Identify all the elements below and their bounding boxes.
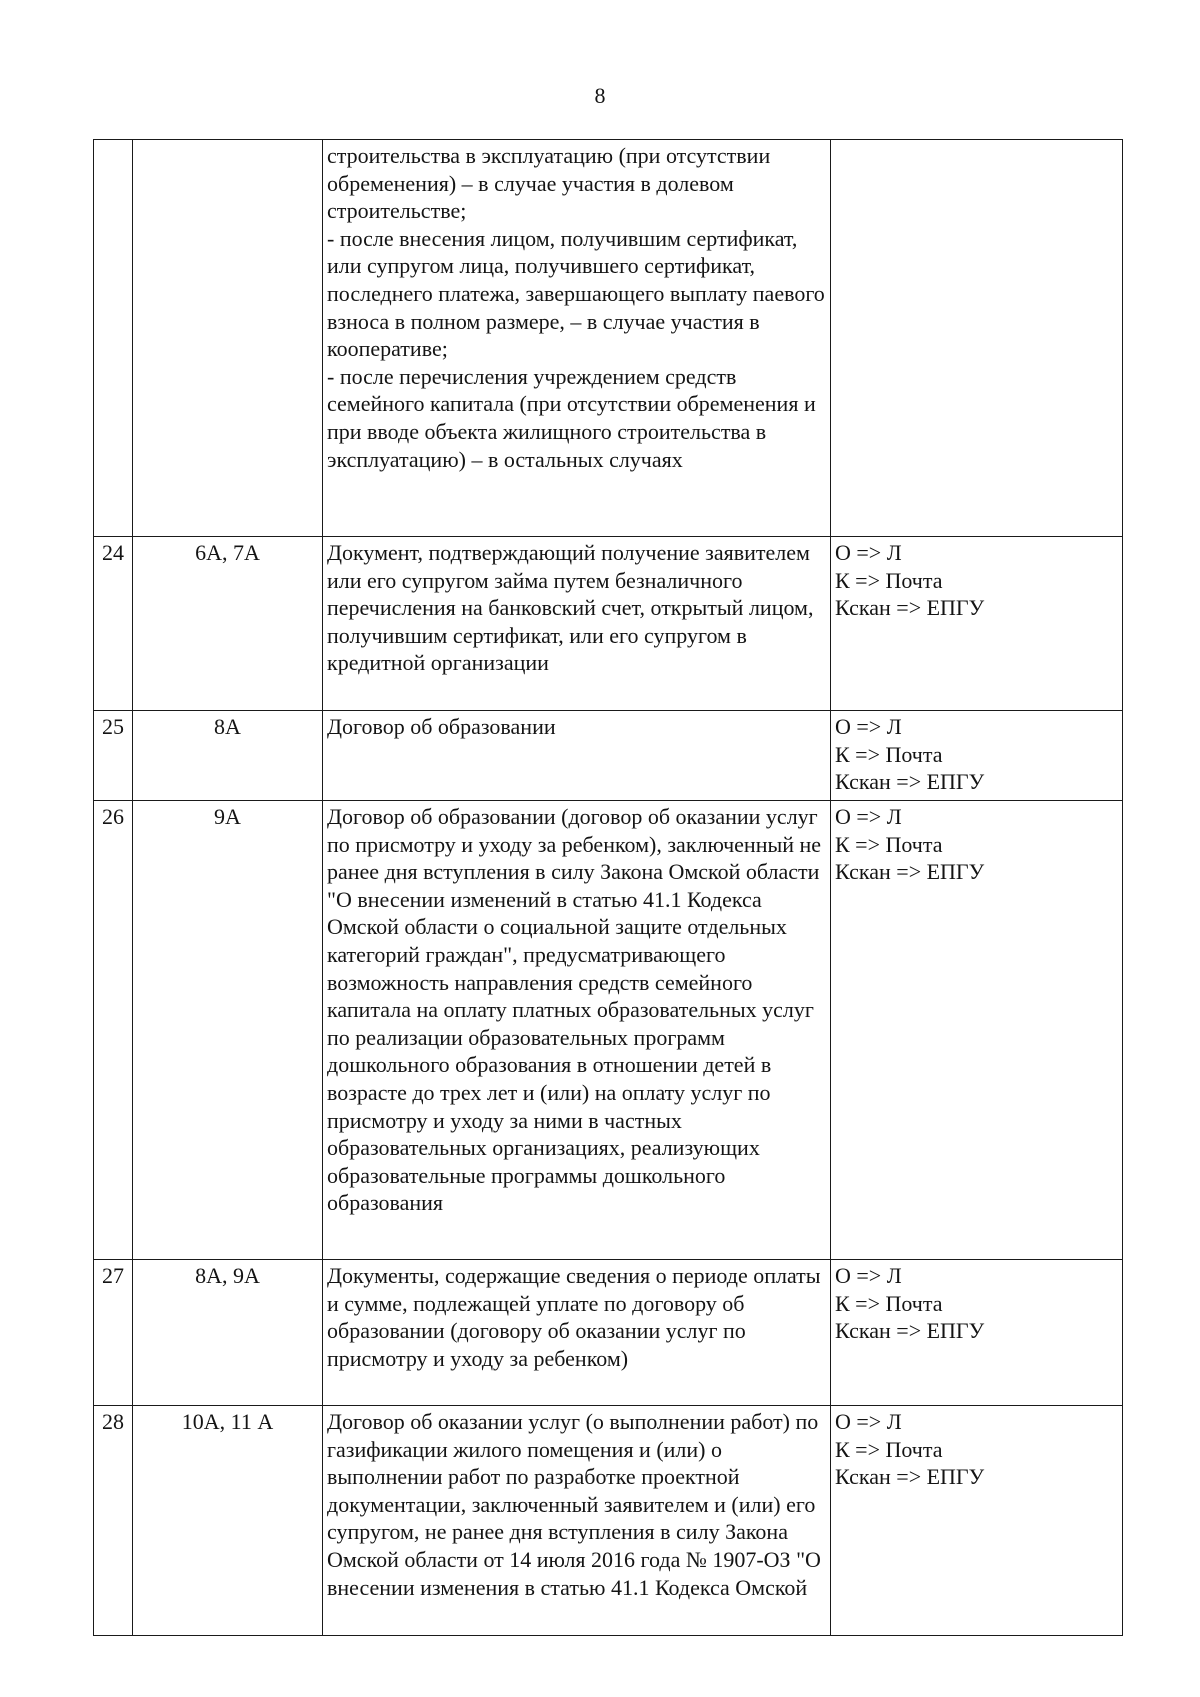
row-document: Договор об оказании услуг (о выполнении работ) по газификации жилого помещения и (или) о выполнении работ по разработке проектной документации, заключенный заявителем и (или) его супругом, не ранее дня вступления в силу Закона Омской области от 14 июля 2016 года № 1907-ОЗ "О внесении изменения в статью 41.1 Кодекса Омской (323, 1406, 831, 1636)
row-forms: 6А, 7А (133, 537, 323, 711)
row-number: 25 (94, 711, 133, 801)
row-number: 27 (94, 1260, 133, 1406)
row-forms: 8А, 9А (133, 1260, 323, 1406)
row-number: 24 (94, 537, 133, 711)
table-row (94, 801, 1123, 1260)
row-forms: 9А (133, 801, 323, 1260)
page-number: 8 (594, 83, 606, 108)
row-method: О => Л К => Почта Кскан => ЕПГУ (831, 801, 1123, 1260)
row-forms: 8А (133, 711, 323, 801)
table-row (94, 1406, 1123, 1636)
row-method: О => Л К => Почта Кскан => ЕПГУ (831, 537, 1123, 711)
row-method: О => Л К => Почта Кскан => ЕПГУ (831, 1406, 1123, 1636)
row-document: Документ, подтверждающий получение заявителем или его супругом займа путем безналичного перечисления на банковский счет, открытый лицом, получившим сертификат, или его супругом в кредитной организации (323, 537, 831, 711)
row-method: О => Л К => Почта Кскан => ЕПГУ (831, 1260, 1123, 1406)
row-forms: 10А, 11 А (133, 1406, 323, 1636)
row-document: Договор об образовании (договор об оказании услуг по присмотру и уходу за ребенком), заключенный не ранее дня вступления в силу Закона Омской области "О внесении изменений в статью 41.1 Кодекса Омской области о социальной защите отдельных категорий граждан", предусматривающего возможность направления средств семейного капитала на оплату платных образовательных услуг по реализации образовательных программ дошкольного образования в отношении детей в возрасте до трех лет и (или) на оплату услуг по присмотру и уходу за ними в частных образовательных организациях, реализующих образовательные программы дошкольного образования (323, 801, 831, 1260)
table-row (94, 140, 1123, 537)
row-method: О => Л К => Почта Кскан => ЕПГУ (831, 711, 1123, 801)
table-row (94, 1260, 1123, 1406)
documents-table (93, 139, 1123, 1636)
row-document: строительства в эксплуатацию (при отсутствии обременения) – в случае участия в долевом строительстве; - после внесения лицом, получившим сертификат, или супругом лица, получившего сертификат, последнего платежа, завершающего выплату паевого взноса в полном размере, – в случае участия в кооперативе; - после перечисления учреждением средств семейного капитала (при отсутствии обременения и при вводе объекта жилищного строительства в эксплуатацию) – в остальных случаях (323, 140, 831, 537)
row-number (94, 140, 133, 537)
row-method (831, 140, 1123, 537)
table-row (94, 711, 1123, 801)
row-document: Договор об образовании (323, 711, 831, 801)
row-number: 28 (94, 1406, 133, 1636)
row-forms (133, 140, 323, 537)
row-number: 26 (94, 801, 133, 1260)
table-row (94, 537, 1123, 711)
row-document: Документы, содержащие сведения о периоде оплаты и сумме, подлежащей уплате по договору об образовании (договору об оказании услуг по присмотру и уходу за ребенком) (323, 1260, 831, 1406)
